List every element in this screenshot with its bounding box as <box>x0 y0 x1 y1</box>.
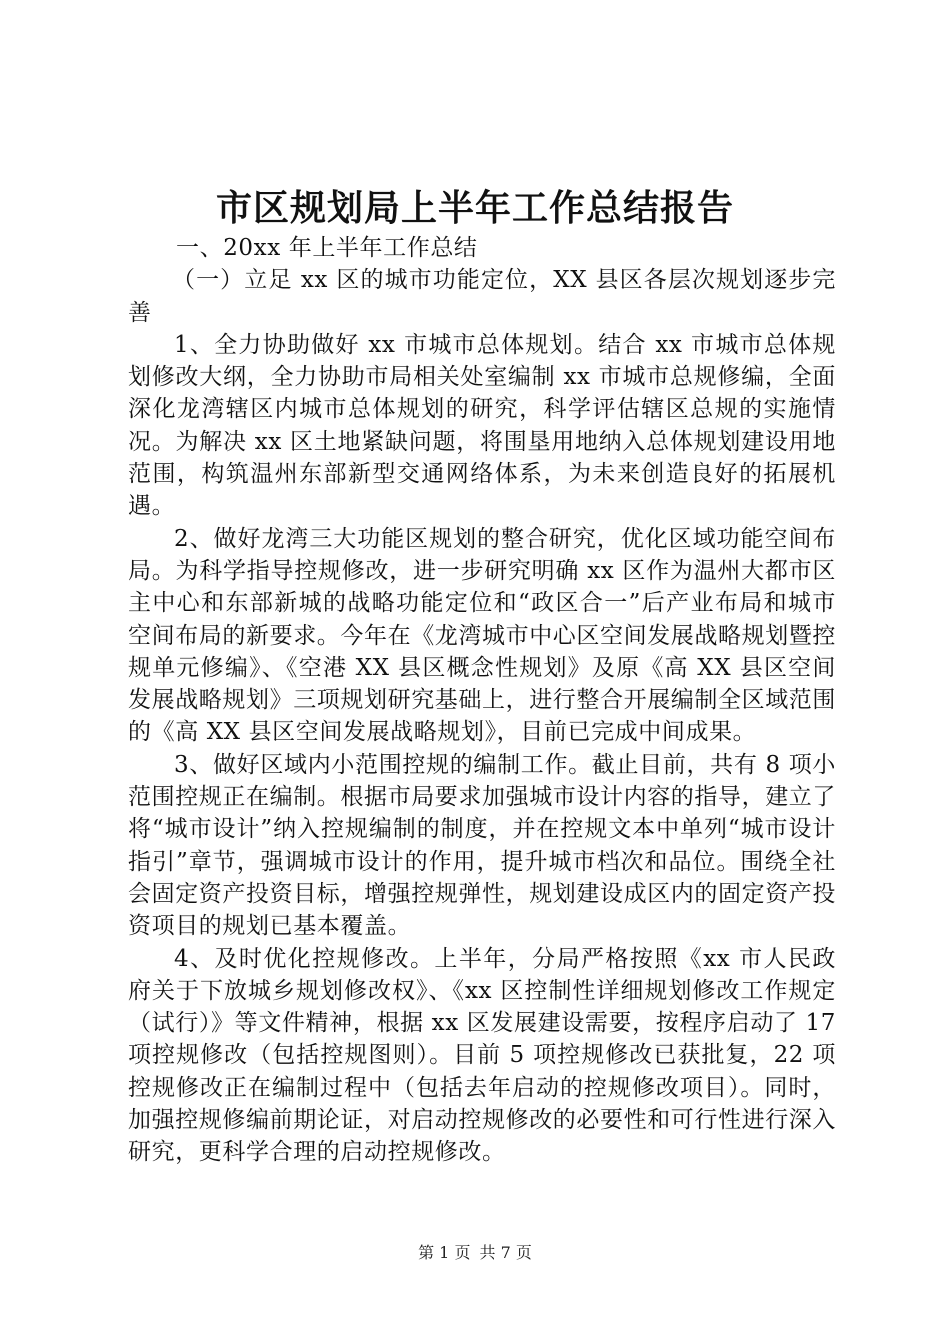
paragraph-3: 3、做好区域内小范围控规的编制工作。截止目前，共有 8 项小范围控规正在编制。根据市局要求加强城市设计内容的指导，建立了将“城市设计”纳入控规编制的制度，并在控规文本中单列“城市设计指引”章节，强调城市设计的作用，提升城市档次和品位。围绕全社会固定资产投资目标，增强控规弹性，规划建设成区内的固定资产投资项目的规划已基本覆盖。 <box>128 751 836 940</box>
subsection-heading: （一）立足 xx 区的城市功能定位，XX 县区各层次规划逐步完善 <box>128 267 836 326</box>
paragraph-1: 1、全力协助做好 xx 市城市总体规划。结合 xx 市城市总体规划修改大纲，全力协助市局相关处室编制 xx 市城市总规修编，全面深化龙湾辖区内城市总体规划的研究，科学评估辖区总规的实施情况。为解决 xx 区土地紧缺问题，将围垦用地纳入总体规划建设用地范围，构筑温州东部新型交通网络体系，为未来创造良好的拓展机遇。 <box>128 331 836 520</box>
document-title: 市区规划局上半年工作总结报告 <box>215 187 734 229</box>
document-body <box>128 232 836 1169</box>
paragraph-4: 4、及时优化控规修改。上半年，分局严格按照《xx 市人民政府关于下放城乡规划修改权》、《xx 区控制性详细规划修改工作规定（试行）》等文件精神，根据 xx 区发展建设需要，按程序启动了 17 项控规修改（包括控规图则）。目前 5 项控规修改已获批复，22 项控规修改正在编制过程中（包括去年启动的控规修改项目）。同时，加强控规修编前期论证，对启动控规修改的必要性和可行性进行深入研究，更科学合理的启动控规修改。 <box>128 945 836 1166</box>
page-number: 第 1 页 <box>418 1243 471 1262</box>
section-heading: 一、20xx 年上半年工作总结 <box>176 235 478 261</box>
paragraph-2: 2、做好龙湾三大功能区规划的整合研究，优化区域功能空间布局。为科学指导控规修改，进一步研究明确 xx 区作为温州大都市区主中心和东部新城的战略功能定位和“政区合一”后产业布局和城市空间布局的新要求。今年在《龙湾城市中心区空间发展战略规划暨控规单元修编》、《空港 XX 县区概念性规划》及原《高 XX 县区空间发展战略规划》三项规划研究基础上，进行整合开展编制全区域范围的《高 XX 县区空间发展战略规划》，目前已完成中间成果。 <box>128 525 836 746</box>
page-footer <box>0 1241 950 1265</box>
page-total: 共 7 页 <box>479 1243 532 1262</box>
